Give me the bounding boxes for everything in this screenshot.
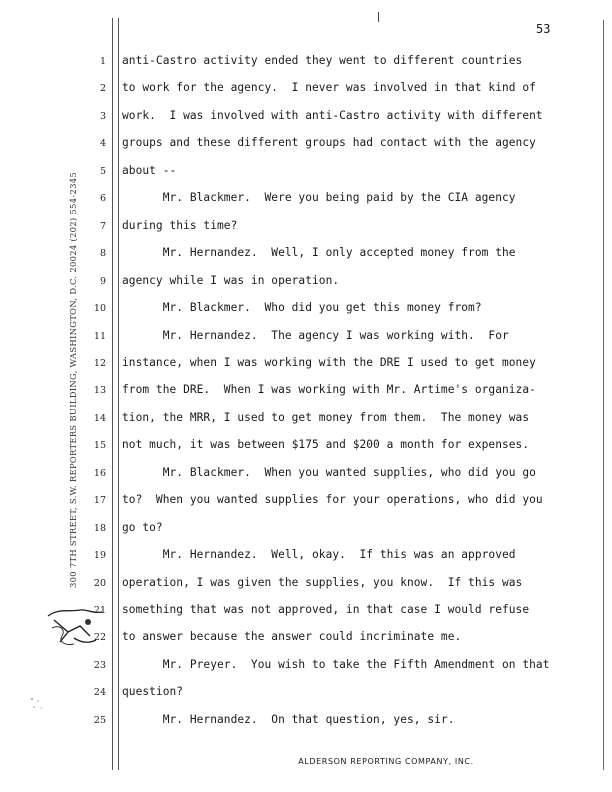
transcript-line: work. I was involved with anti-Castro activity with different (122, 108, 543, 122)
line-number: 6 (99, 193, 106, 205)
reporter-address-sidebar (58, 160, 78, 590)
line-number: 21 (93, 605, 106, 616)
line-number: 7 (99, 220, 106, 232)
top-tick-mark (378, 12, 379, 22)
transcript-line: Mr. Blackmer. Were you being paid by the CIA agency (122, 191, 516, 205)
transcript-line: during this time? (122, 218, 238, 232)
transcript-line: Mr. Hernandez. On that question, yes, sir. (122, 712, 455, 726)
line-number: 10 (93, 303, 106, 315)
line-number: 12 (93, 357, 106, 369)
transcript-line: Mr. Blackmer. Who did you get this money from? (122, 301, 482, 315)
footer-company: ALDERSON REPORTING COMPANY, INC. (298, 757, 474, 766)
footer (0, 757, 612, 766)
transcript-line: go to? (122, 520, 163, 534)
line-number: 16 (93, 467, 106, 479)
page-number: 53 (536, 22, 551, 36)
transcript-line: question? (122, 685, 184, 699)
line-number: 25 (93, 714, 106, 726)
line-number: 1 (99, 56, 106, 67)
handwritten-mark (44, 602, 106, 650)
line-number: 20 (93, 577, 106, 589)
scan-speckle (28, 695, 46, 713)
line-number: 24 (93, 687, 106, 699)
transcript-line: tion, the MRR, I used to get money from them. The money was (122, 410, 530, 424)
line-number: 14 (93, 412, 106, 424)
line-number: 19 (93, 550, 106, 562)
transcript-line: about -- (122, 163, 177, 177)
transcript-line: instance, when I was working with the DRE I used to get money (122, 355, 536, 369)
transcript-line: to answer because the answer could incriminate me. (122, 630, 462, 644)
transcript-line: Mr. Hernandez. Well, okay. If this was an approved (122, 548, 516, 562)
transcript-line: agency while I was in operation. (122, 273, 340, 287)
line-number: 22 (93, 632, 106, 644)
line-number: 3 (99, 110, 106, 122)
line-number: 23 (93, 659, 106, 671)
transcript-line: Mr. Hernandez. Well, I only accepted money from the (122, 246, 516, 260)
line-number: 9 (99, 275, 106, 287)
line-number: 2 (99, 83, 106, 95)
transcript-line: to? When you wanted supplies for your operations, who did you (122, 493, 543, 507)
line-number: 13 (93, 385, 106, 397)
line-number: 17 (93, 495, 106, 507)
transcript-line: Mr. Blackmer. When you wanted supplies, who did you go (122, 465, 536, 479)
line-number: 15 (93, 440, 106, 452)
transcript-line: from the DRE. When I was working with Mr. Artime's organiza- (122, 383, 536, 397)
transcript-line: Mr. Preyer. You wish to take the Fifth Amendment on that (122, 657, 550, 671)
line-number: 5 (99, 165, 106, 177)
transcript-line: anti-Castro activity ended they went to different countries (122, 54, 523, 67)
transcript-line: operation, I was given the supplies, you know. If this was (122, 575, 523, 589)
reporter-address-text: 300 7TH STREET, S.W. REPORTERS BUILDING, WASHINGTON, D.C. 20024 (202) 554-2345 (68, 172, 78, 588)
line-number: 4 (99, 138, 106, 150)
right-margin-rule (603, 20, 604, 770)
transcript-line: not much, it was between $175 and $200 a month for expenses. (122, 438, 530, 452)
line-number: 8 (99, 248, 106, 260)
transcript-line: Mr. Hernandez. The agency I was working with. For (122, 328, 509, 342)
transcript-line: something that was not approved, in that case I would refuse (122, 603, 530, 616)
transcript-line: groups and these different groups had contact with the agency (122, 136, 536, 150)
left-margin-rule (112, 18, 119, 770)
line-number: 18 (93, 522, 106, 534)
line-number: 11 (93, 330, 106, 342)
transcript-line: to work for the agency. I never was involved in that kind of (122, 81, 536, 95)
